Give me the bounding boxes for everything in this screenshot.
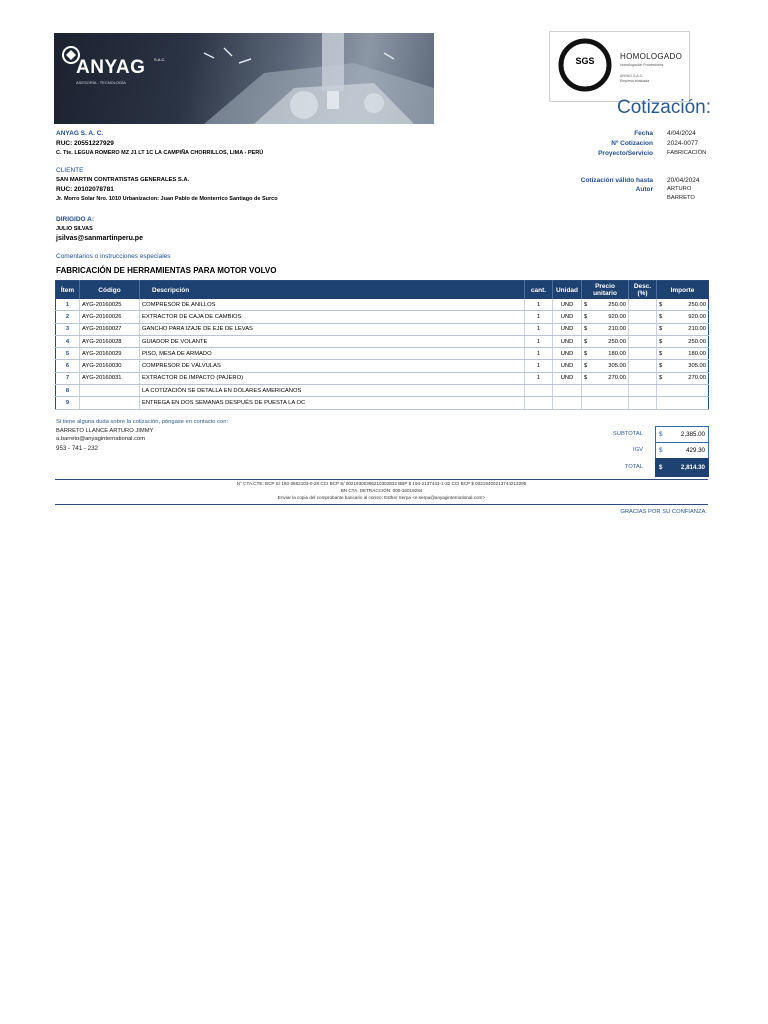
cell-importe-currency: $ (659, 338, 663, 345)
bank-line-1: N° CTA.CTE: BCP S/ 193-3662103-0-28 CCI BCP S/ 00219300366210302832 BBP $ 194-2137443-1-32 CCI BCP $ 00219400213744213295 (236, 481, 527, 486)
cell-precio (582, 360, 629, 372)
subtotal-label: SUBTOTAL (612, 431, 643, 437)
cell-importe (657, 397, 709, 409)
cell-precio-value: 250.00 (608, 301, 626, 308)
sgs-seal-text: SGS (575, 56, 595, 66)
total-currency: $ (659, 464, 663, 471)
cell-item: 6 (56, 360, 80, 372)
company-name: ANYAG S. A. C. (56, 130, 104, 137)
contact-name: BARRETO LLANCE ARTURO JIMMY (56, 428, 154, 434)
cell-cant: 1 (525, 348, 553, 360)
bank-line-2: BN CTA. DETRACCIÓN: 000-16018284 (340, 488, 423, 493)
cell-cant: 1 (525, 323, 553, 335)
cell-item: 5 (56, 348, 80, 360)
cell-precio-value: 250.00 (608, 338, 626, 345)
igv-currency: $ (659, 447, 663, 454)
fecha-value: 4/04/2024 (667, 130, 696, 137)
cell-cant: 1 (525, 311, 553, 323)
cell-desc (629, 372, 657, 384)
contact-intro: Si tiene alguna duda sobre la cotización, póngase en contacto con: (56, 419, 229, 425)
cell-importe-currency: $ (659, 301, 663, 308)
cell-desc (629, 360, 657, 372)
autor-label: Autor (635, 186, 653, 193)
subtotal-box (655, 426, 709, 443)
total-value: 2,814.30 (680, 464, 705, 471)
cell-cant (525, 385, 553, 397)
cell-codigo: AYG-20160028 (80, 335, 140, 347)
cell-precio (582, 397, 629, 409)
cell-desc (629, 311, 657, 323)
table-header-row (56, 281, 709, 300)
cell-unidad: UND (553, 372, 582, 384)
valido-label: Cotización válido hasta (580, 177, 653, 184)
cell-precio (582, 335, 629, 347)
cell-importe (657, 385, 709, 397)
table-row (56, 360, 709, 372)
proyecto-value: FABRICACIÓN (667, 150, 707, 156)
cell-desc (629, 335, 657, 347)
cell-descripcion: COMPRESOR DE ANILLOS (140, 299, 525, 311)
company-address: C. Tte. LEGUA ROMERO MZ J1 LT 1C LA CAMPIÑA CHORRILLOS, LIMA - PERÚ (56, 150, 264, 156)
proyecto-label: Proyecto/Servicio (598, 150, 653, 157)
cell-codigo (80, 397, 140, 409)
certification-sub3: Empresa evaluada (620, 79, 650, 83)
subtotal-currency: $ (659, 431, 663, 438)
table-row (56, 397, 709, 409)
table-row (56, 335, 709, 347)
table-row (56, 311, 709, 323)
cell-precio (582, 372, 629, 384)
client-address: Jr. Morro Solar Nro. 1010 Urbanizacion: Juan Pablo de Monterrico Santiago de Surco (56, 196, 278, 202)
subtotal-value: 2,385.00 (680, 431, 705, 438)
cell-codigo: AYG-20160030 (80, 360, 140, 372)
cell-precio-value: 210.00 (608, 326, 626, 333)
col-header-precio: Precio unitario (582, 281, 629, 300)
cell-codigo: AYG-20160027 (80, 323, 140, 335)
cell-precio (582, 311, 629, 323)
cell-precio-value: 920.00 (608, 313, 626, 320)
client-name: SAN MARTIN CONTRATISTAS GENERALES S.A. (56, 177, 190, 183)
cell-precio (582, 323, 629, 335)
company-ruc: RUC: 20551227929 (56, 140, 114, 147)
items-table (55, 280, 709, 410)
col-header-desc: Desc. (%) (629, 281, 657, 300)
cell-cant: 1 (525, 335, 553, 347)
col-header-codigo: Código (80, 281, 140, 300)
cell-unidad (553, 385, 582, 397)
client-heading: CLIENTE (56, 167, 84, 174)
cell-item: 3 (56, 323, 80, 335)
cell-item: 1 (56, 299, 80, 311)
sgs-certification (549, 31, 690, 102)
cell-importe-value: 250.00 (688, 301, 706, 308)
cell-importe-currency: $ (659, 326, 663, 333)
cell-descripcion: EXTRACTOR DE CAJA DE CAMBIOS (140, 311, 525, 323)
col-header-descripcion: Descripción (140, 281, 525, 300)
col-header-unidad: Unidad (553, 281, 582, 300)
cell-precio-currency: $ (584, 363, 588, 370)
cell-precio-currency: $ (584, 338, 588, 345)
cell-precio (582, 348, 629, 360)
footer-divider-top (55, 479, 708, 480)
cell-descripcion: GUIADOR DE VOLANTE (140, 335, 525, 347)
comments-label: Comentarios o instrucciones especiales (56, 253, 171, 260)
company-logo-suffix: S.A.C. (154, 57, 166, 62)
cell-item: 4 (56, 335, 80, 347)
igv-box (655, 442, 709, 459)
cell-precio-value: 305.00 (608, 363, 626, 370)
cell-importe-value: 270.00 (688, 375, 706, 382)
cell-desc (629, 385, 657, 397)
cell-importe (657, 372, 709, 384)
col-header-importe: Importe (657, 281, 709, 300)
cell-precio (582, 385, 629, 397)
cell-importe-value: 210.00 (688, 326, 706, 333)
cell-item: 7 (56, 372, 80, 384)
cell-importe (657, 299, 709, 311)
cell-importe (657, 360, 709, 372)
cell-cant: 1 (525, 299, 553, 311)
cell-descripcion: COMPRESOR DE VÁLVULAS (140, 360, 525, 372)
document-title: Cotización: (617, 97, 711, 118)
total-box (655, 458, 709, 477)
table-row (56, 385, 709, 397)
cell-unidad: UND (553, 335, 582, 347)
igv-label: IGV (633, 447, 643, 453)
table-row (56, 348, 709, 360)
cell-item: 2 (56, 311, 80, 323)
cell-codigo: AYG-20160026 (80, 311, 140, 323)
cell-importe-value: 305.00 (688, 363, 706, 370)
cell-precio-value: 270.00 (608, 375, 626, 382)
certification-sub1: Homologación Proveedores (620, 63, 664, 67)
company-logo: ANYAG (76, 57, 146, 78)
table-row (56, 372, 709, 384)
cell-unidad: UND (553, 360, 582, 372)
cell-precio-currency: $ (584, 301, 588, 308)
cell-importe-currency: $ (659, 363, 663, 370)
cell-unidad (553, 397, 582, 409)
cell-desc (629, 323, 657, 335)
numero-value: 2024-0077 (667, 140, 699, 147)
cell-precio (582, 299, 629, 311)
cell-importe-currency: $ (659, 375, 663, 382)
cell-unidad: UND (553, 299, 582, 311)
cell-precio-currency: $ (584, 350, 588, 357)
cell-unidad: UND (553, 311, 582, 323)
autor-value-2: BARRETO (667, 195, 695, 201)
cell-precio-currency: $ (584, 313, 588, 320)
cell-cant (525, 397, 553, 409)
cell-precio-currency: $ (584, 326, 588, 333)
cell-descripcion: EXTRACTOR DE IMPACTO (PAJERO) (140, 372, 525, 384)
contact-phone: 953 - 741 - 232 (56, 445, 98, 452)
client-ruc: RUC: 20102078781 (56, 186, 114, 193)
cell-importe-value: 180.00 (688, 350, 706, 357)
company-logo-subtitle: ASESORÍA - TECNOLOGÍA (76, 80, 126, 85)
addressed-name: JULIO SILVAS (56, 226, 93, 232)
cell-importe-currency: $ (659, 350, 663, 357)
cell-cant: 1 (525, 360, 553, 372)
cell-item: 9 (56, 397, 80, 409)
total-label: TOTAL (624, 464, 643, 470)
igv-value: 429.30 (686, 447, 705, 454)
table-row (56, 299, 709, 311)
cell-descripcion: GANCHO PARA IZAJE DE EJE DE LEVAS (140, 323, 525, 335)
cell-importe (657, 311, 709, 323)
col-header-item: Ítem (56, 281, 80, 300)
cell-desc (629, 299, 657, 311)
cell-cant: 1 (525, 372, 553, 384)
cell-descripcion: PISO, MESA DE ARMADO (140, 348, 525, 360)
header-banner (54, 33, 434, 124)
contact-email[interactable]: a.barreto@anyaginternational.com (56, 436, 146, 442)
valido-value: 20/04/2024 (667, 177, 700, 184)
cell-precio-currency: $ (584, 375, 588, 382)
addressed-heading: DIRIGIDO A: (56, 216, 95, 223)
cell-importe (657, 323, 709, 335)
comments-text: FABRICACIÓN DE HERRAMIENTAS PARA MOTOR VOLVO (56, 266, 277, 275)
cell-codigo (80, 385, 140, 397)
autor-value-1: ARTURO (667, 186, 692, 192)
cell-codigo: AYG-20160025 (80, 299, 140, 311)
cell-importe-value: 920.00 (688, 313, 706, 320)
bank-line-3: Enviar la copia del comprobante bancario al correo: Esther Serpa <e.serpa@anyaginternational.com> (277, 495, 486, 500)
fecha-label: Fecha (634, 130, 653, 137)
footer-divider-bottom (55, 504, 708, 505)
cell-desc (629, 397, 657, 409)
cell-item: 8 (56, 385, 80, 397)
table-row (56, 323, 709, 335)
thanks-text: GRACIAS POR SU CONFIANZA. (620, 509, 707, 515)
certification-sub2: ANYAG S.A.C. (620, 74, 644, 78)
cell-importe (657, 335, 709, 347)
cell-descripcion: ENTREGA EN DOS SEMANAS DESPUÉS DE PUESTA LA OC (140, 397, 525, 409)
cell-codigo: AYG-20160031 (80, 372, 140, 384)
addressed-email[interactable]: jsilvas@sanmartinperu.pe (56, 235, 143, 242)
cell-importe (657, 348, 709, 360)
cell-unidad: UND (553, 323, 582, 335)
cell-unidad: UND (553, 348, 582, 360)
cell-precio-value: 180.00 (608, 350, 626, 357)
cell-desc (629, 348, 657, 360)
certification-label: HOMOLOGADO (620, 52, 683, 61)
cell-importe-currency: $ (659, 313, 663, 320)
cell-descripcion: LA COTIZACIÓN SE DETALLA EN DÓLARES AMERICANOS (140, 385, 525, 397)
col-header-cant: cant. (525, 281, 553, 300)
cell-importe-value: 250.00 (688, 338, 706, 345)
numero-label: Nº Cotizacion (611, 140, 653, 147)
cell-codigo: AYG-20160029 (80, 348, 140, 360)
